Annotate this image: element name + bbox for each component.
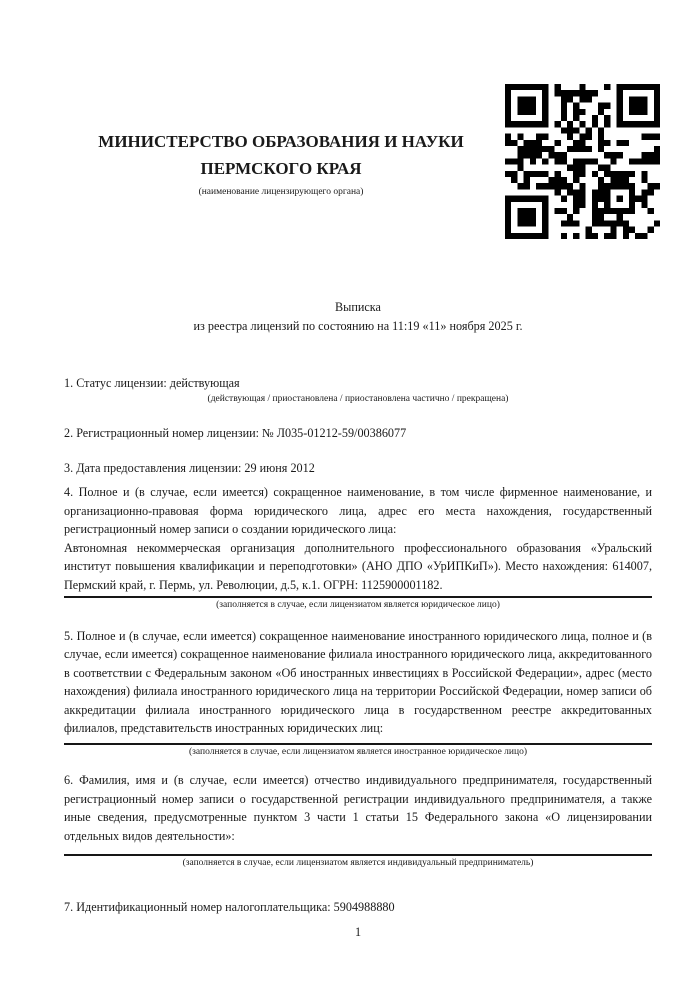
document-body: [64, 298, 652, 916]
legal-entity-value: Автономная некоммерческая организация дополнительного профессионального образования «Уральский институт повышения квалификации и переподготовки» (АНО ДПО «УрИПКиП»). Место нахождения: 614007, Пермский край, г. Пермь, ул. Революции, д.5, к.1. ОГРН: 1125900001182.: [64, 540, 652, 592]
item-7-taxpayer-number: [64, 898, 652, 917]
licensing-authority-header: [56, 128, 506, 198]
item-4-legal-entity-info: [64, 483, 652, 612]
foreign-entity-caption: (заполняется в случае, если лицензиатом является иностранное юридическое лицо): [189, 746, 527, 757]
entrepreneur-caption: (заполняется в случае, если лицензиатом является индивидуальный предприниматель): [182, 858, 534, 868]
item-3-grant-date: [64, 459, 652, 478]
authority-caption: (наименование лицензирующего органа): [198, 187, 364, 197]
fill-in-line: [64, 854, 652, 856]
authority-name-line2: ПЕРМСКОГО КРАЯ: [200, 159, 362, 178]
legal-entity-caption: (заполняется в случае, если лицензиатом является юридическое лицо): [216, 600, 500, 610]
fill-in-line: [64, 743, 652, 745]
document-title-line2: из реестра лицензий по состоянию на 11:19 «11» ноября 2025 г.: [193, 318, 523, 333]
fill-in-line: [64, 596, 652, 598]
document-title: [64, 298, 652, 335]
authority-name-line1: МИНИСТЕРСТВО ОБРАЗОВАНИЯ И НАУКИ: [98, 132, 464, 151]
item-5-foreign-entity-info: [64, 627, 652, 759]
legal-entity-label: 4. Полное и (в случае, если имеется) сокращенное наименование, в том числе фирменное наименование, и организационно-правовая форма юридического лица, адрес его места нахождения, государственный регистрационный номер записи о создании юридического лица:: [64, 485, 652, 536]
item-6-entrepreneur-info: [64, 771, 652, 870]
item-1-license-status: [64, 374, 652, 405]
document-title-line1: Выписка: [335, 300, 381, 314]
grant-date-text: 3. Дата предоставления лицензии: 29 июня 2012: [64, 460, 315, 475]
taxpayer-number-text: 7. Идентификационный номер налогоплательщика: 5904988880: [64, 899, 395, 914]
item-2-registration-number: [64, 424, 652, 443]
foreign-entity-label: 5. Полное и (в случае, если имеется) сокращенное наименование иностранного юридического лица, полное и (в случае, если имеется) сокращенное наименование филиала иностранного юридического лица, аккредитованного в соответствии с Федеральным законом «Об иностранных инвестициях в Российской Федерации», адрес (место нахождения) филиала иностранного юридического лица на территории Российской Федерации, номер записи об аккредитации филиала иностранного юридического лица в государственном реестре аккредитованных филиалов, представительств иностранных юридических лиц:: [64, 628, 652, 735]
page-number: 1: [354, 925, 362, 939]
entrepreneur-label: 6. Фамилия, имя и (в случае, если имеется) отчество индивидуального предпринимателя, государственный регистрационный номер записи о государственной регистрации индивидуального предпринимателя, а также иные сведения, предусмотренные пунктом 3 части 1 статьи 15 Федерального закона «О лицензировании отдельных видов деятельности»:: [64, 773, 652, 843]
registration-number-text: 2. Регистрационный номер лицензии: № Л035-01212-59/00386077: [64, 426, 407, 440]
license-status-caption: (действующая / приостановлена / приостановлена частично / прекращена): [207, 393, 509, 404]
license-status-text: 1. Статус лицензии: действующая: [64, 376, 240, 390]
qr-code: [505, 84, 660, 239]
